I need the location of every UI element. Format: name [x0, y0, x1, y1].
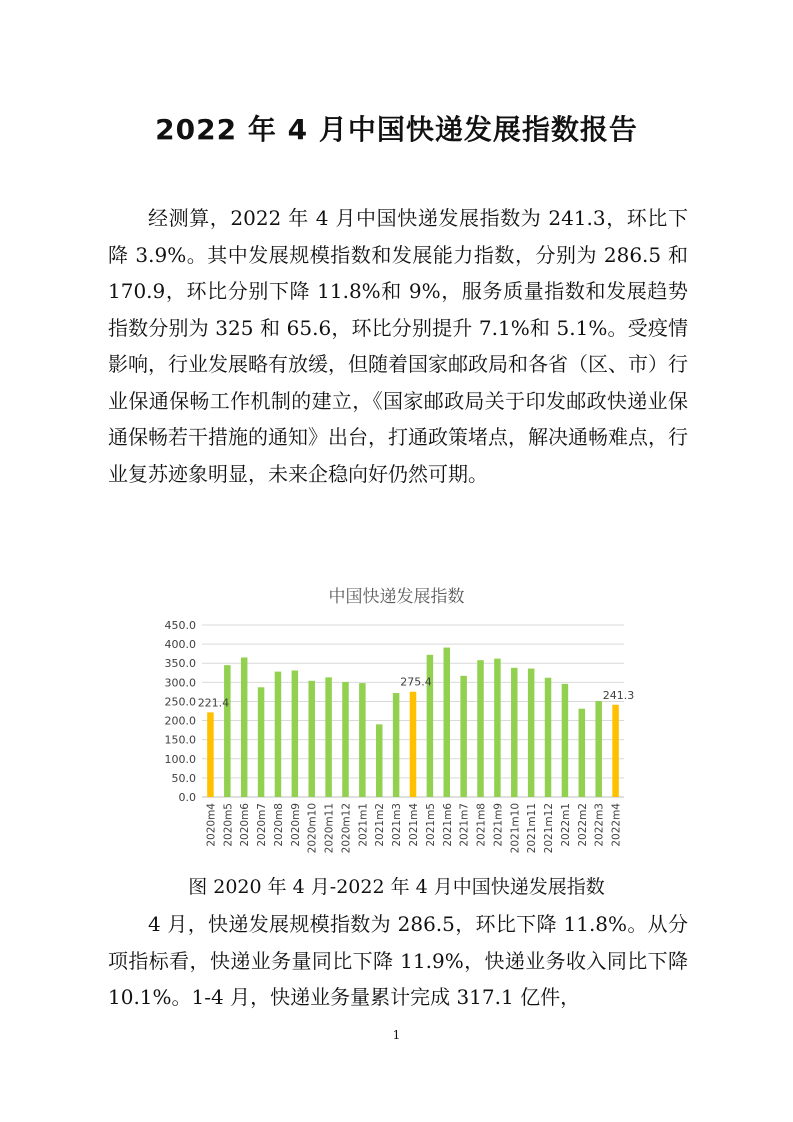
y-tick-label: 100.0 [164, 752, 196, 766]
bar-2022m3 [595, 701, 602, 797]
bar-2020m5 [224, 665, 231, 797]
x-tick-label: 2021m12 [543, 803, 556, 854]
x-tick-label: 2022m1 [559, 803, 572, 847]
bar-2022m2 [579, 709, 586, 797]
bar-2021m4 [410, 692, 417, 797]
bar-2021m9 [494, 659, 501, 797]
y-tick-label: 50.0 [171, 771, 196, 785]
bar-2021m2 [376, 724, 383, 797]
bar-2021m12 [545, 678, 552, 797]
y-tick-label: 0.0 [178, 791, 196, 804]
y-tick-label: 450.0 [164, 619, 196, 632]
data-label: 275.4 [400, 675, 432, 689]
bar-chart [150, 610, 640, 868]
x-tick-label: 2020m10 [306, 803, 319, 854]
x-tick-label: 2020m6 [239, 803, 252, 847]
x-tick-label: 2022m3 [593, 803, 606, 847]
y-tick-label: 350.0 [164, 657, 196, 671]
x-tick-label: 2021m10 [509, 803, 522, 854]
bar-2020m12 [342, 682, 349, 797]
y-tick-label: 400.0 [164, 638, 196, 652]
x-tick-label: 2021m5 [424, 803, 437, 847]
bar-2021m3 [393, 693, 400, 797]
bar-2021m6 [444, 648, 451, 797]
body-paragraph-1: 经测算，2022 年 4 月中国快递发展指数为 241.3，环比下降 3.9%。其中发展规模指数和发展能力指数，分别为 286.5 和 170.9，环比分别下降 11.8%和 9%，服务质量指数和发展趋势指数分别为 325 和 65.6，环比分别提升 7.1%和 5.1%。受疫情影响，行业发展略有放缓，但随着国家邮政局和各省（区、市）行业保通保畅工作机制的建立，《国家邮政局关于印发邮政快递业保通保畅若干措施的通知》出台，打通政策堵点，解决通畅难点，行业复苏迹象明显，未来企稳向好仍然可期。 [108, 206, 688, 486]
bar-2021m11 [528, 669, 535, 797]
bar-2020m7 [258, 687, 265, 797]
x-tick-label: 2021m2 [374, 803, 387, 847]
bar-2020m4 [207, 712, 214, 797]
bar-2022m1 [562, 684, 569, 797]
y-tick-label: 250.0 [164, 695, 196, 709]
data-label: 241.3 [602, 688, 635, 702]
x-tick-label: 2020m11 [323, 803, 336, 854]
bar-2020m10 [308, 681, 315, 797]
x-tick-label: 2021m6 [441, 803, 454, 847]
x-tick-label: 2020m8 [272, 803, 285, 847]
x-tick-label: 2020m7 [256, 803, 269, 847]
page-title: 2022 年 4 月中国快递发展指数报告 [155, 113, 638, 146]
data-label: 221.4 [197, 696, 230, 710]
bar-2020m6 [241, 657, 248, 797]
body-paragraph-2: 4 月，快递发展规模指数为 286.5，环比下降 11.8%。从分项指标看，快递业务量同比下降 11.9%，快递业务收入同比下降 10.1%。1-4 月，快递业务量累计完成 317.1 亿件， [108, 912, 688, 1009]
y-tick-label: 200.0 [164, 714, 196, 728]
chart-title: 中国快递发展指数 [328, 587, 465, 607]
bar-2020m8 [275, 672, 282, 797]
x-tick-label: 2021m1 [357, 803, 370, 847]
x-tick-label: 2021m11 [526, 803, 539, 854]
bar-2021m8 [477, 660, 484, 797]
x-tick-label: 2021m4 [408, 803, 420, 847]
x-tick-label: 2020m12 [340, 803, 353, 854]
y-tick-label: 300.0 [164, 676, 196, 690]
y-tick-label: 150.0 [164, 733, 196, 747]
bar-2020m11 [325, 677, 332, 797]
x-tick-label: 2020m9 [289, 803, 302, 847]
bar-2022m4 [612, 705, 619, 797]
page-number: 1 [392, 1028, 401, 1042]
x-tick-label: 2022m4 [610, 803, 623, 847]
x-tick-label: 2021m8 [475, 803, 488, 847]
bar-2021m7 [460, 676, 467, 797]
x-tick-label: 2022m2 [576, 803, 589, 847]
figure-caption: 图 2020 年 4 月-2022 年 4 月中国快递发展指数 [188, 876, 605, 898]
bar-2020m9 [292, 670, 299, 797]
x-tick-label: 2021m3 [391, 803, 404, 847]
x-tick-label: 2021m9 [492, 803, 505, 847]
x-tick-label: 2021m7 [458, 803, 471, 847]
x-tick-label: 2020m5 [222, 803, 235, 847]
bar-2021m10 [511, 668, 518, 797]
bar-2021m1 [359, 683, 366, 797]
x-tick-label: 2020m4 [205, 803, 218, 847]
